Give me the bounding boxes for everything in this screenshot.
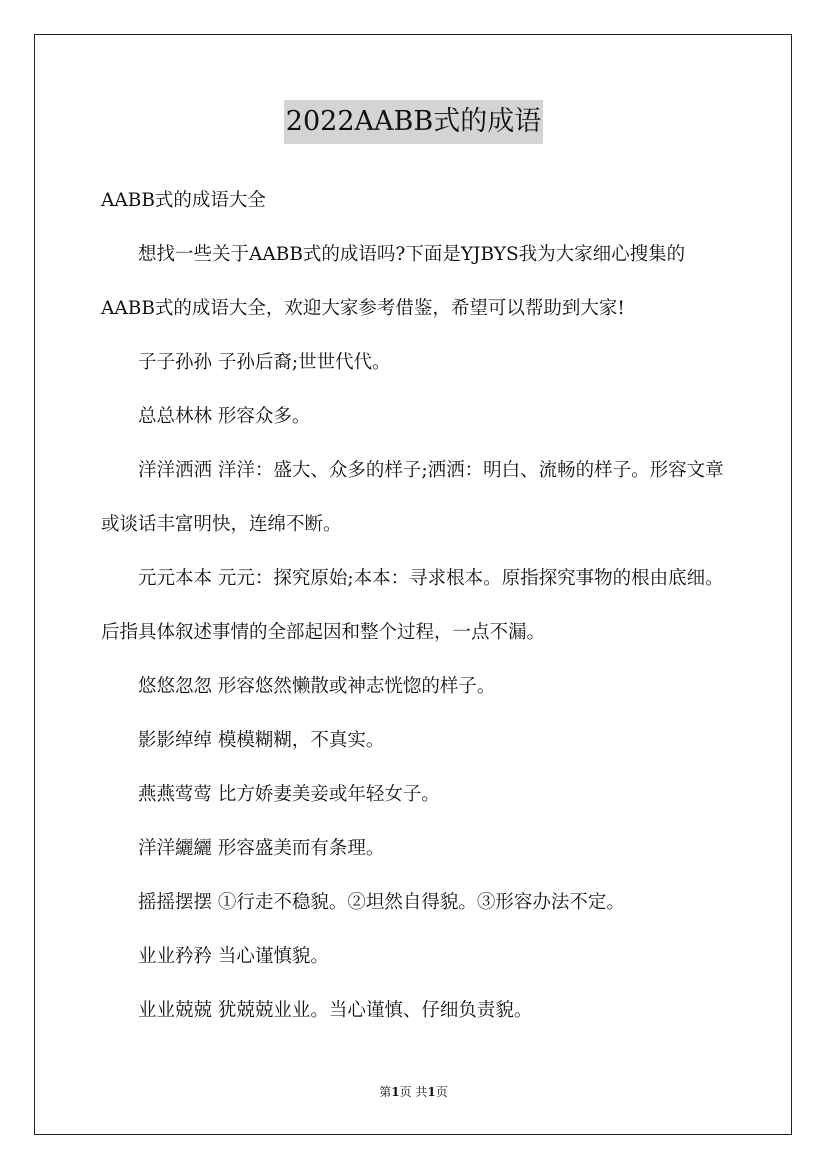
idiom-entry: 摇摇摆摆 ①行走不稳貌。②坦然自得貌。③形容办法不定。: [138, 892, 625, 913]
idiom-entry: 悠悠忽忽 形容悠然懒散或神志恍惚的样子。: [138, 676, 496, 697]
section-heading: AABB式的成语大全: [101, 190, 266, 211]
footer-suffix: 页: [435, 1085, 448, 1099]
idiom-entry: 洋洋纚纚 形容盛美而有条理。: [138, 838, 385, 859]
idiom-entry: 业业矜矜 当心谨慎貌。: [138, 946, 329, 967]
footer-prefix: 第: [379, 1085, 392, 1099]
document-title: 2022AABB式的成语: [284, 100, 543, 144]
current-page-number: 1: [391, 1085, 400, 1099]
paragraph-intro: 想找一些关于AABB式的成语吗?下面是YJBYS我为大家细心搜集的AABB式的成语大全，欢迎大家参考借鉴，希望可以帮助到大家!: [101, 244, 686, 319]
page-footer: [0, 1082, 827, 1102]
footer-middle: 页 共: [399, 1085, 428, 1099]
document-body: [101, 174, 731, 1038]
idiom-entry: 总总林林 形容众多。: [138, 406, 311, 427]
title-container: [0, 100, 827, 144]
idiom-entry: 影影绰绰 模模糊糊，不真实。: [138, 730, 385, 751]
idiom-entry: 子子孙孙 子孙后裔;世世代代。: [138, 352, 391, 373]
idiom-entry: 燕燕莺莺 比方娇妻美妾或年轻女子。: [138, 784, 440, 805]
total-page-number: 1: [427, 1085, 436, 1099]
idiom-entry: 洋洋洒洒 洋洋：盛大、众多的样子;洒洒：明白、流畅的样子。形容文章或谈话丰富明快，连绵不断。: [101, 460, 724, 535]
idiom-entry: 业业兢兢 犹兢兢业业。当心谨慎、仔细负责貌。: [138, 1000, 533, 1021]
idiom-entry: 元元本本 元元：探究原始;本本：寻求根本。原指探究事物的根由底细。后指具体叙述事情的全部起因和整个过程，一点不漏。: [101, 568, 724, 643]
